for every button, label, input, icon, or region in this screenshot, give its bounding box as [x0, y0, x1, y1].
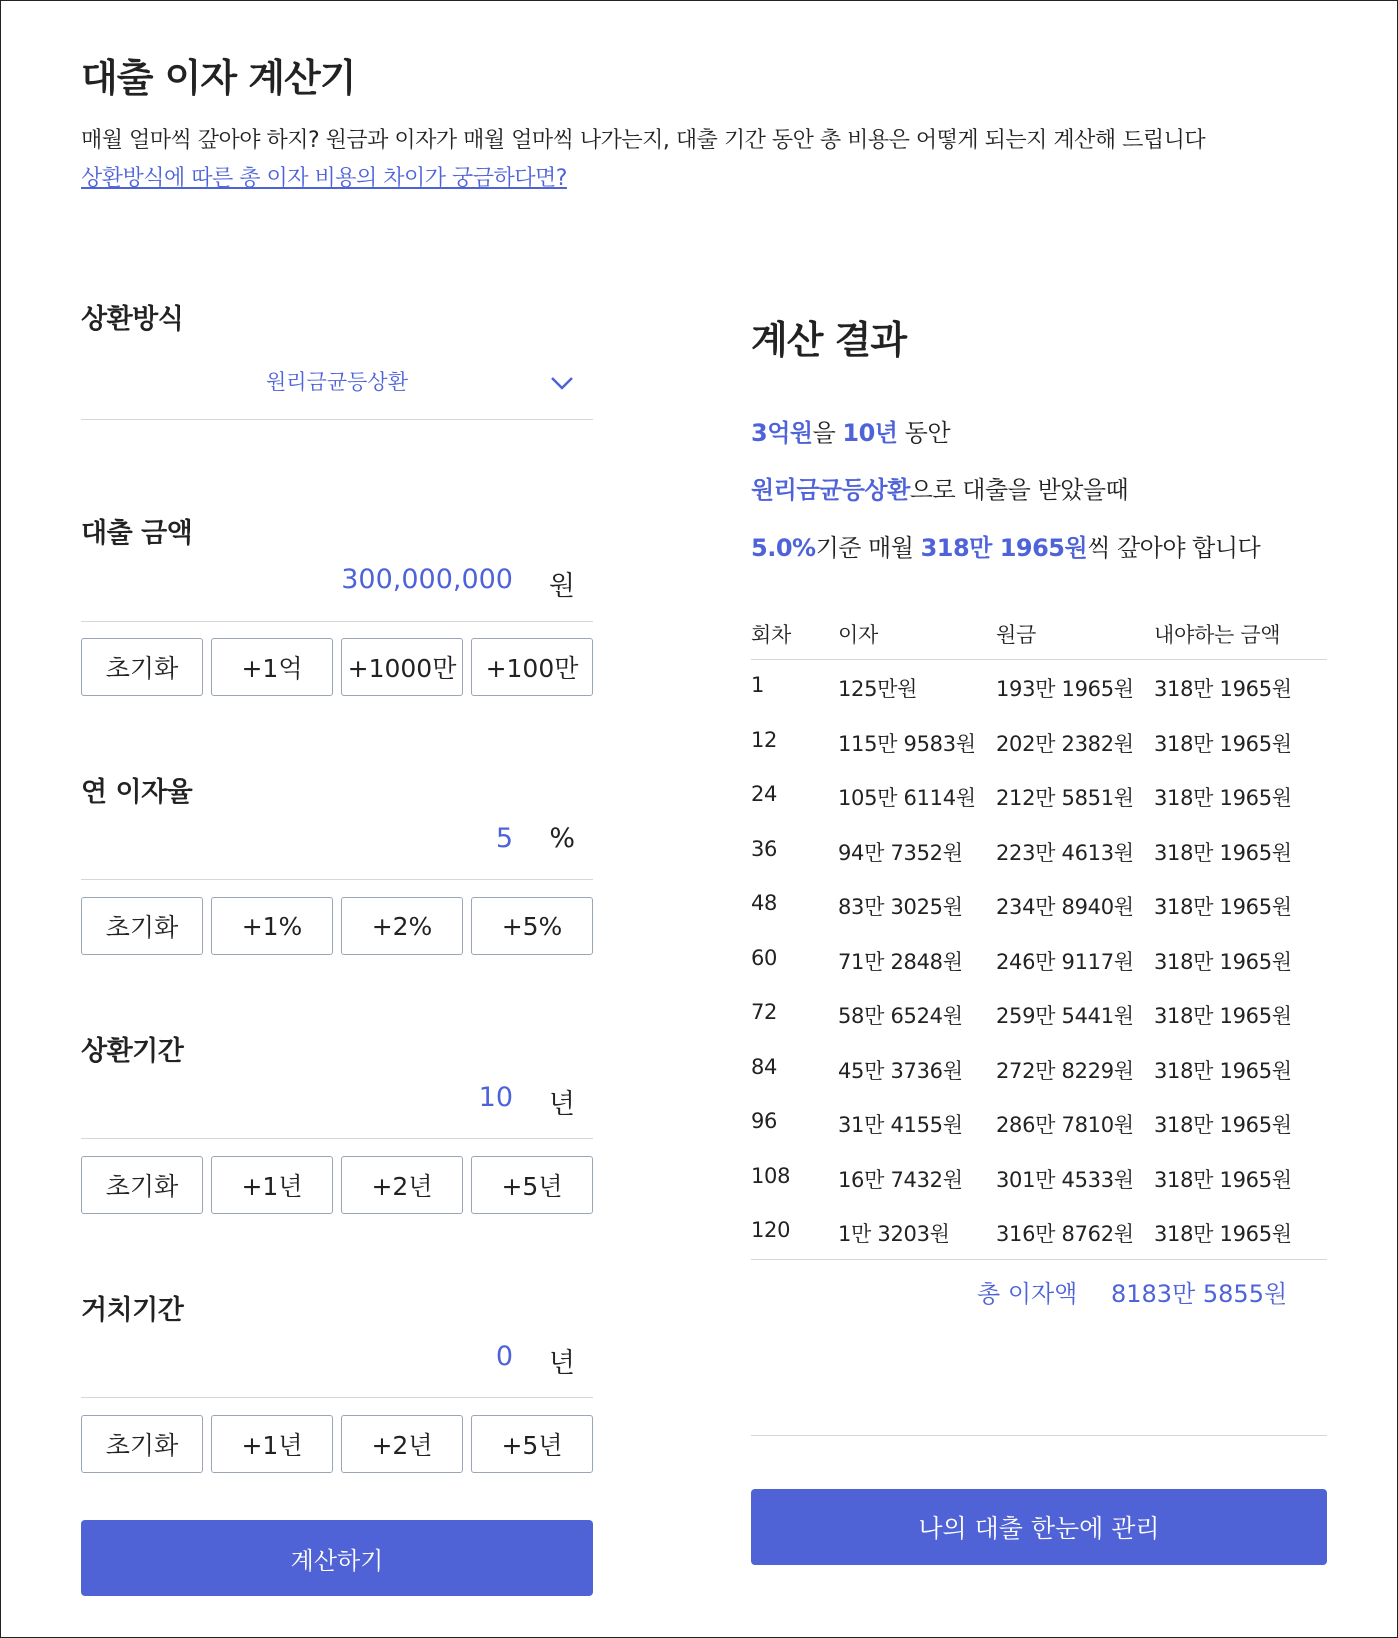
period-add-2y-button[interactable]: +2년 — [341, 1156, 463, 1214]
period-value[interactable]: 10 — [478, 1082, 513, 1113]
rate-divider — [81, 879, 593, 880]
cell-payment: 318만 1965원 — [1154, 1058, 1292, 1083]
cell-payment: 318만 1965원 — [1154, 1167, 1292, 1192]
cell-principal: 193만 1965원 — [996, 677, 1134, 701]
amount-value[interactable]: 300,000,000 — [341, 564, 513, 595]
cell-round: 1 — [751, 673, 765, 697]
cell-round: 84 — [751, 1054, 778, 1079]
summary-text: 기준 매월 — [815, 534, 921, 562]
cell-interest: 1만 3203원 — [838, 1222, 950, 1246]
table-row — [751, 673, 1327, 727]
summary-line-1 — [751, 413, 950, 448]
rate-unit: % — [549, 823, 575, 854]
cell-principal: 286만 7810원 — [996, 1113, 1134, 1137]
rate-reset-button[interactable]: 초기화 — [81, 897, 203, 955]
cell-principal: 272만 8229원 — [996, 1058, 1134, 1083]
grace-reset-button[interactable]: 초기화 — [81, 1415, 203, 1473]
cell-principal: 212만 5851원 — [996, 786, 1134, 810]
header-principal: 원금 — [996, 623, 1036, 647]
cell-principal: 234만 8940원 — [996, 895, 1134, 919]
grace-label: 거치기간 — [81, 1295, 184, 1326]
amount-buttons — [81, 638, 593, 696]
cell-interest: 115만 9583원 — [838, 731, 976, 756]
amount-divider — [81, 621, 593, 622]
amount-add-10m-button[interactable]: +1000만 — [341, 638, 463, 696]
table-bottom-divider — [751, 1259, 1327, 1260]
period-unit: 년 — [548, 1089, 575, 1120]
method-difference-link[interactable]: 상환방식에 따른 총 이자 비용의 차이가 궁금하다면? — [81, 166, 567, 191]
cell-round: 24 — [751, 782, 778, 806]
period-add-5y-button[interactable]: +5년 — [471, 1156, 593, 1214]
grace-buttons — [81, 1415, 593, 1473]
cell-round: 48 — [751, 891, 778, 915]
cell-payment: 318만 1965원 — [1154, 677, 1292, 701]
cell-round: 108 — [751, 1163, 791, 1188]
table-row — [751, 1055, 1327, 1109]
cell-principal: 259만 5441원 — [996, 1004, 1134, 1028]
cell-payment: 318만 1965원 — [1154, 1113, 1292, 1137]
chevron-down-icon[interactable] — [549, 373, 575, 393]
table-header-divider — [751, 659, 1327, 660]
cell-round: 12 — [751, 727, 778, 752]
cell-principal: 316만 8762원 — [996, 1222, 1134, 1246]
summary-text: 으로 대출을 받았을때 — [909, 476, 1129, 504]
table-row — [751, 837, 1327, 891]
amount-label: 대출 금액 — [81, 518, 193, 549]
cell-interest: 83만 3025원 — [838, 895, 963, 919]
total-interest-value: 8183만 5855원 — [1111, 1280, 1288, 1308]
summary-line-3 — [751, 528, 1260, 563]
grace-divider — [81, 1397, 593, 1398]
total-interest-label: 총 이자액 — [977, 1280, 1078, 1308]
header-round: 회차 — [751, 623, 791, 647]
amount-reset-button[interactable]: 초기화 — [81, 638, 203, 696]
table-row — [751, 1109, 1327, 1163]
cell-interest: 71만 2848원 — [838, 949, 963, 974]
cell-interest: 125만원 — [838, 677, 918, 701]
cell-payment: 318만 1965원 — [1154, 1222, 1292, 1246]
cell-round: 96 — [751, 1109, 778, 1133]
method-divider — [81, 419, 593, 420]
rate-label: 연 이자율 — [81, 777, 193, 808]
period-divider — [81, 1138, 593, 1139]
cell-principal: 223만 4613원 — [996, 840, 1134, 865]
summary-text: 씩 갚아야 합니다 — [1087, 534, 1261, 562]
header-payment: 내야하는 금액 — [1154, 623, 1281, 647]
cell-interest: 58만 6524원 — [838, 1004, 963, 1028]
summary-method: 원리금균등상환 — [751, 476, 910, 504]
cell-payment: 318만 1965원 — [1154, 895, 1292, 919]
summary-rate: 5.0% — [751, 534, 816, 562]
table-row — [751, 728, 1327, 782]
cell-payment: 318만 1965원 — [1154, 1004, 1292, 1028]
header-interest: 이자 — [838, 623, 878, 647]
period-field[interactable] — [81, 1082, 593, 1122]
rate-buttons — [81, 897, 593, 955]
table-row — [751, 1164, 1327, 1218]
grace-add-5y-button[interactable]: +5년 — [471, 1415, 593, 1473]
table-row — [751, 946, 1327, 1000]
cell-principal: 301만 4533원 — [996, 1167, 1134, 1192]
page-title: 대출 이자 계산기 — [81, 56, 356, 100]
rate-add-5-button[interactable]: +5% — [471, 897, 593, 955]
cell-principal: 246만 9117원 — [996, 949, 1134, 974]
cell-interest: 94만 7352원 — [838, 840, 963, 865]
summary-amount: 3억원 — [751, 419, 813, 447]
cell-round: 36 — [751, 836, 778, 861]
summary-years: 10년 — [842, 419, 898, 447]
cell-round: 72 — [751, 1000, 778, 1024]
page-description: 매월 얼마씩 갚아야 하지? 원금과 이자가 매월 얼마씩 나가는지, 대출 기간 동안 총 비용은 어떻게 되는지 계산해 드립니다 — [81, 128, 1206, 153]
table-row — [751, 1000, 1327, 1054]
cell-payment: 318만 1965원 — [1154, 786, 1292, 810]
summary-line-2 — [751, 470, 1128, 505]
period-reset-button[interactable]: 초기화 — [81, 1156, 203, 1214]
method-label: 상환방식 — [81, 304, 184, 335]
cell-round: 60 — [751, 945, 778, 970]
grace-field[interactable] — [81, 1341, 593, 1381]
period-buttons — [81, 1156, 593, 1214]
manage-loans-button[interactable]: 나의 대출 한눈에 관리 — [751, 1489, 1327, 1565]
rate-value[interactable]: 5 — [495, 823, 513, 854]
cell-interest: 45만 3736원 — [838, 1058, 963, 1083]
period-label: 상환기간 — [81, 1036, 184, 1067]
amount-add-1m-button[interactable]: +100만 — [471, 638, 593, 696]
table-row — [751, 891, 1327, 945]
cell-payment: 318만 1965원 — [1154, 949, 1292, 974]
rate-add-1-button[interactable]: +1% — [211, 897, 333, 955]
method-select[interactable]: 원리금균등상환 — [265, 370, 408, 394]
cell-interest: 105만 6114원 — [838, 786, 976, 810]
summary-text: 을 — [812, 419, 843, 447]
cell-payment: 318만 1965원 — [1154, 731, 1292, 756]
cell-interest: 31만 4155원 — [838, 1113, 963, 1137]
amount-field[interactable] — [81, 564, 593, 604]
summary-text: 동안 — [897, 419, 950, 447]
result-divider — [751, 1435, 1327, 1436]
grace-value[interactable]: 0 — [495, 1341, 513, 1372]
rate-add-2-button[interactable]: +2% — [341, 897, 463, 955]
rate-field[interactable] — [81, 823, 593, 863]
cell-payment: 318만 1965원 — [1154, 840, 1292, 865]
table-header — [751, 619, 1327, 673]
calculate-button[interactable]: 계산하기 — [81, 1520, 593, 1596]
grace-add-2y-button[interactable]: +2년 — [341, 1415, 463, 1473]
summary-payment: 318만 1965원 — [920, 534, 1088, 562]
cell-principal: 202만 2382원 — [996, 731, 1134, 756]
grace-add-1y-button[interactable]: +1년 — [211, 1415, 333, 1473]
period-add-1y-button[interactable]: +1년 — [211, 1156, 333, 1214]
cell-interest: 16만 7432원 — [838, 1167, 963, 1192]
amount-add-100m-button[interactable]: +1억 — [211, 638, 333, 696]
result-title: 계산 결과 — [751, 318, 907, 362]
grace-unit: 년 — [548, 1348, 575, 1379]
table-row — [751, 782, 1327, 836]
cell-round: 120 — [751, 1218, 791, 1242]
table-row — [751, 1218, 1327, 1272]
amount-unit: 원 — [548, 571, 575, 602]
